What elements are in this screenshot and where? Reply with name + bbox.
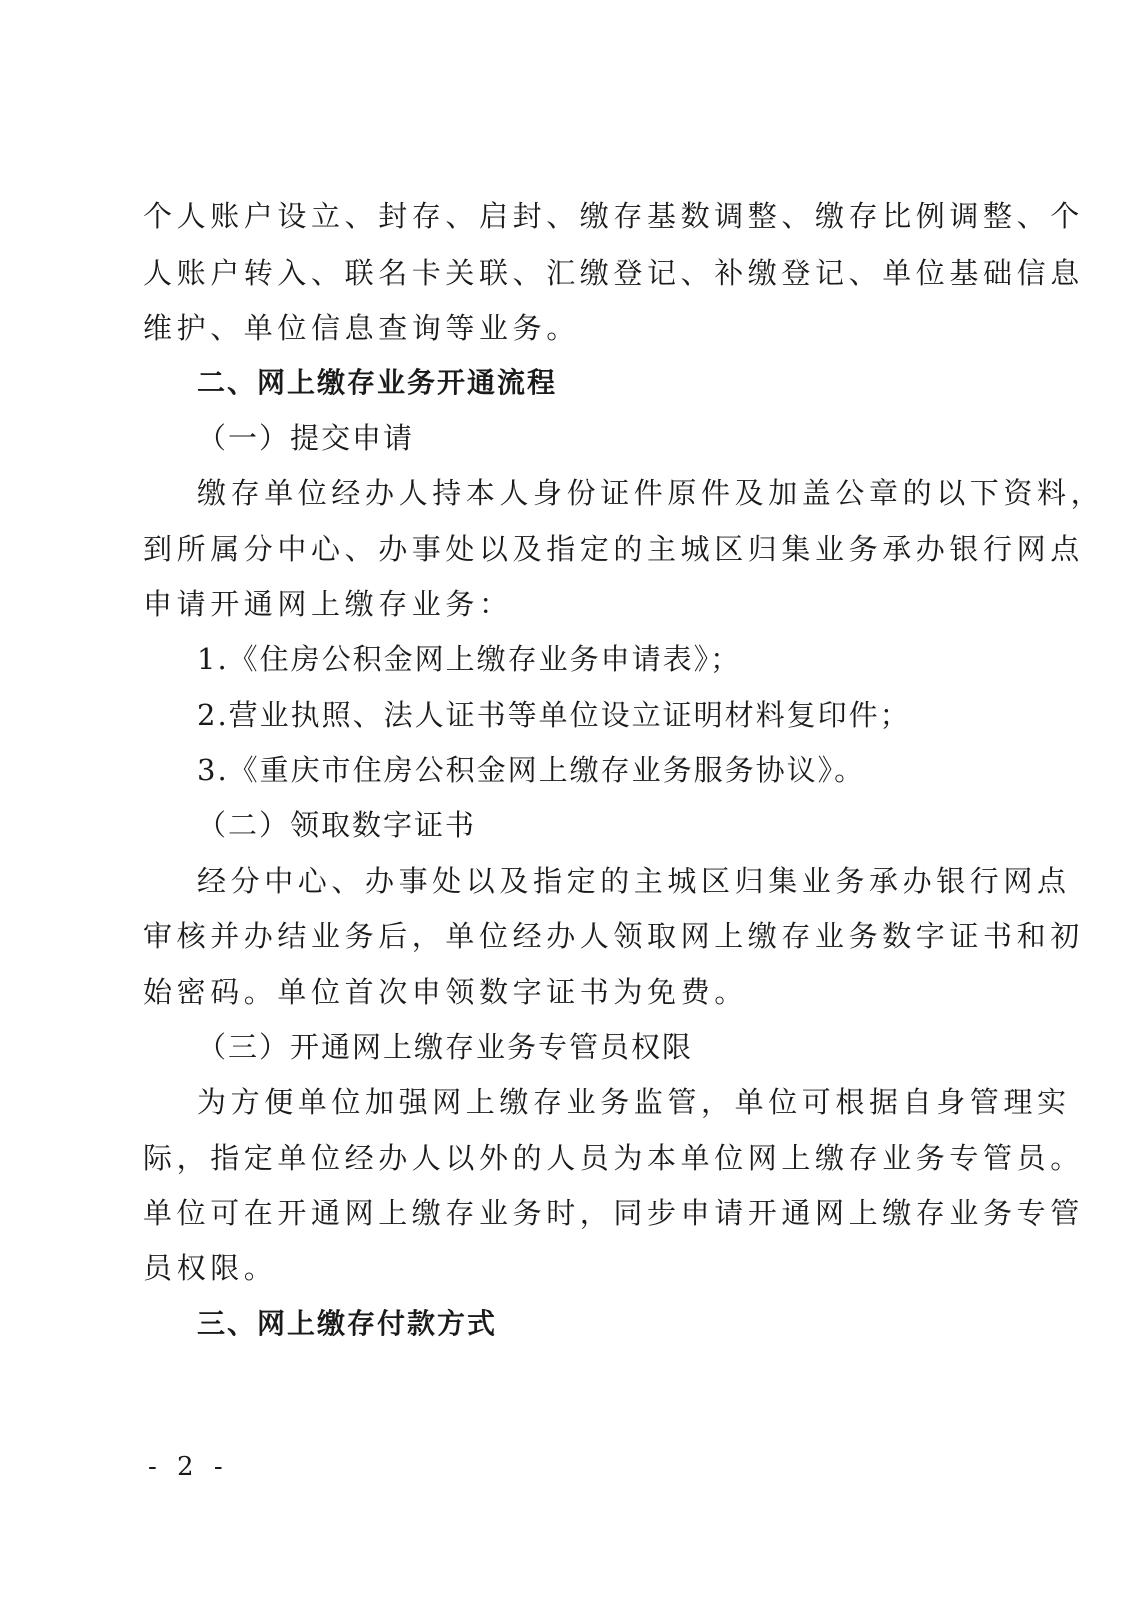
list-item-2: 2.营业执照、法人证书等单位设立证明材料复印件； [197,698,911,732]
body-text-line: 始密码。单位首次申领数字证书为免费。 [143,975,748,1009]
subsection-heading-1: （一）提交申请 [197,421,415,455]
body-text-line: 个人账户设立、封存、启封、缴存基数调整、缴存比例调整、个 [143,199,1084,233]
body-text-line: 人账户转入、联名卡关联、汇缴登记、补缴登记、单位基础信息 [143,256,1084,290]
section-heading-2: 二、网上缴存业务开通流程 [197,366,558,399]
body-text-line: 为方便单位加强网上缴存业务监管，单位可根据自身管理实 [197,1085,1071,1119]
body-text-line: 际，指定单位经办人以外的人员为本单位网上缴存业务专管员。 [143,1141,1084,1175]
body-text-line: 经分中心、办事处以及指定的主城区归集业务承办银行网点 [197,864,1071,898]
body-text-line: 缴存单位经办人持本人身份证件原件及加盖公章的以下资料， [197,476,1105,510]
body-text-line: 单位可在开通网上缴存业务时，同步申请开通网上缴存业务专管 [143,1196,1084,1230]
body-text-line: 申请开通网上缴存业务： [143,587,513,621]
list-item-3: 3.《重庆市住房公积金网上缴存业务服务协议》。 [197,753,866,787]
subsection-heading-3: （三）开通网上缴存业务专管员权限 [197,1030,694,1064]
list-item-1: 1.《住房公积金网上缴存业务申请表》； [197,642,742,676]
body-text-line: 到所属分中心、办事处以及指定的主城区归集业务承办银行网点 [143,532,1084,566]
body-text-line: 维护、单位信息查询等业务。 [143,311,580,345]
body-text-line: 审核并办结业务后，单位经办人领取网上缴存业务数字证书和初 [143,919,1084,953]
section-heading-3: 三、网上缴存付款方式 [197,1307,498,1340]
body-text-line: 员权限。 [143,1251,278,1285]
page-number: - 2 - [148,1452,229,1482]
subsection-heading-2: （二）领取数字证书 [197,808,477,842]
